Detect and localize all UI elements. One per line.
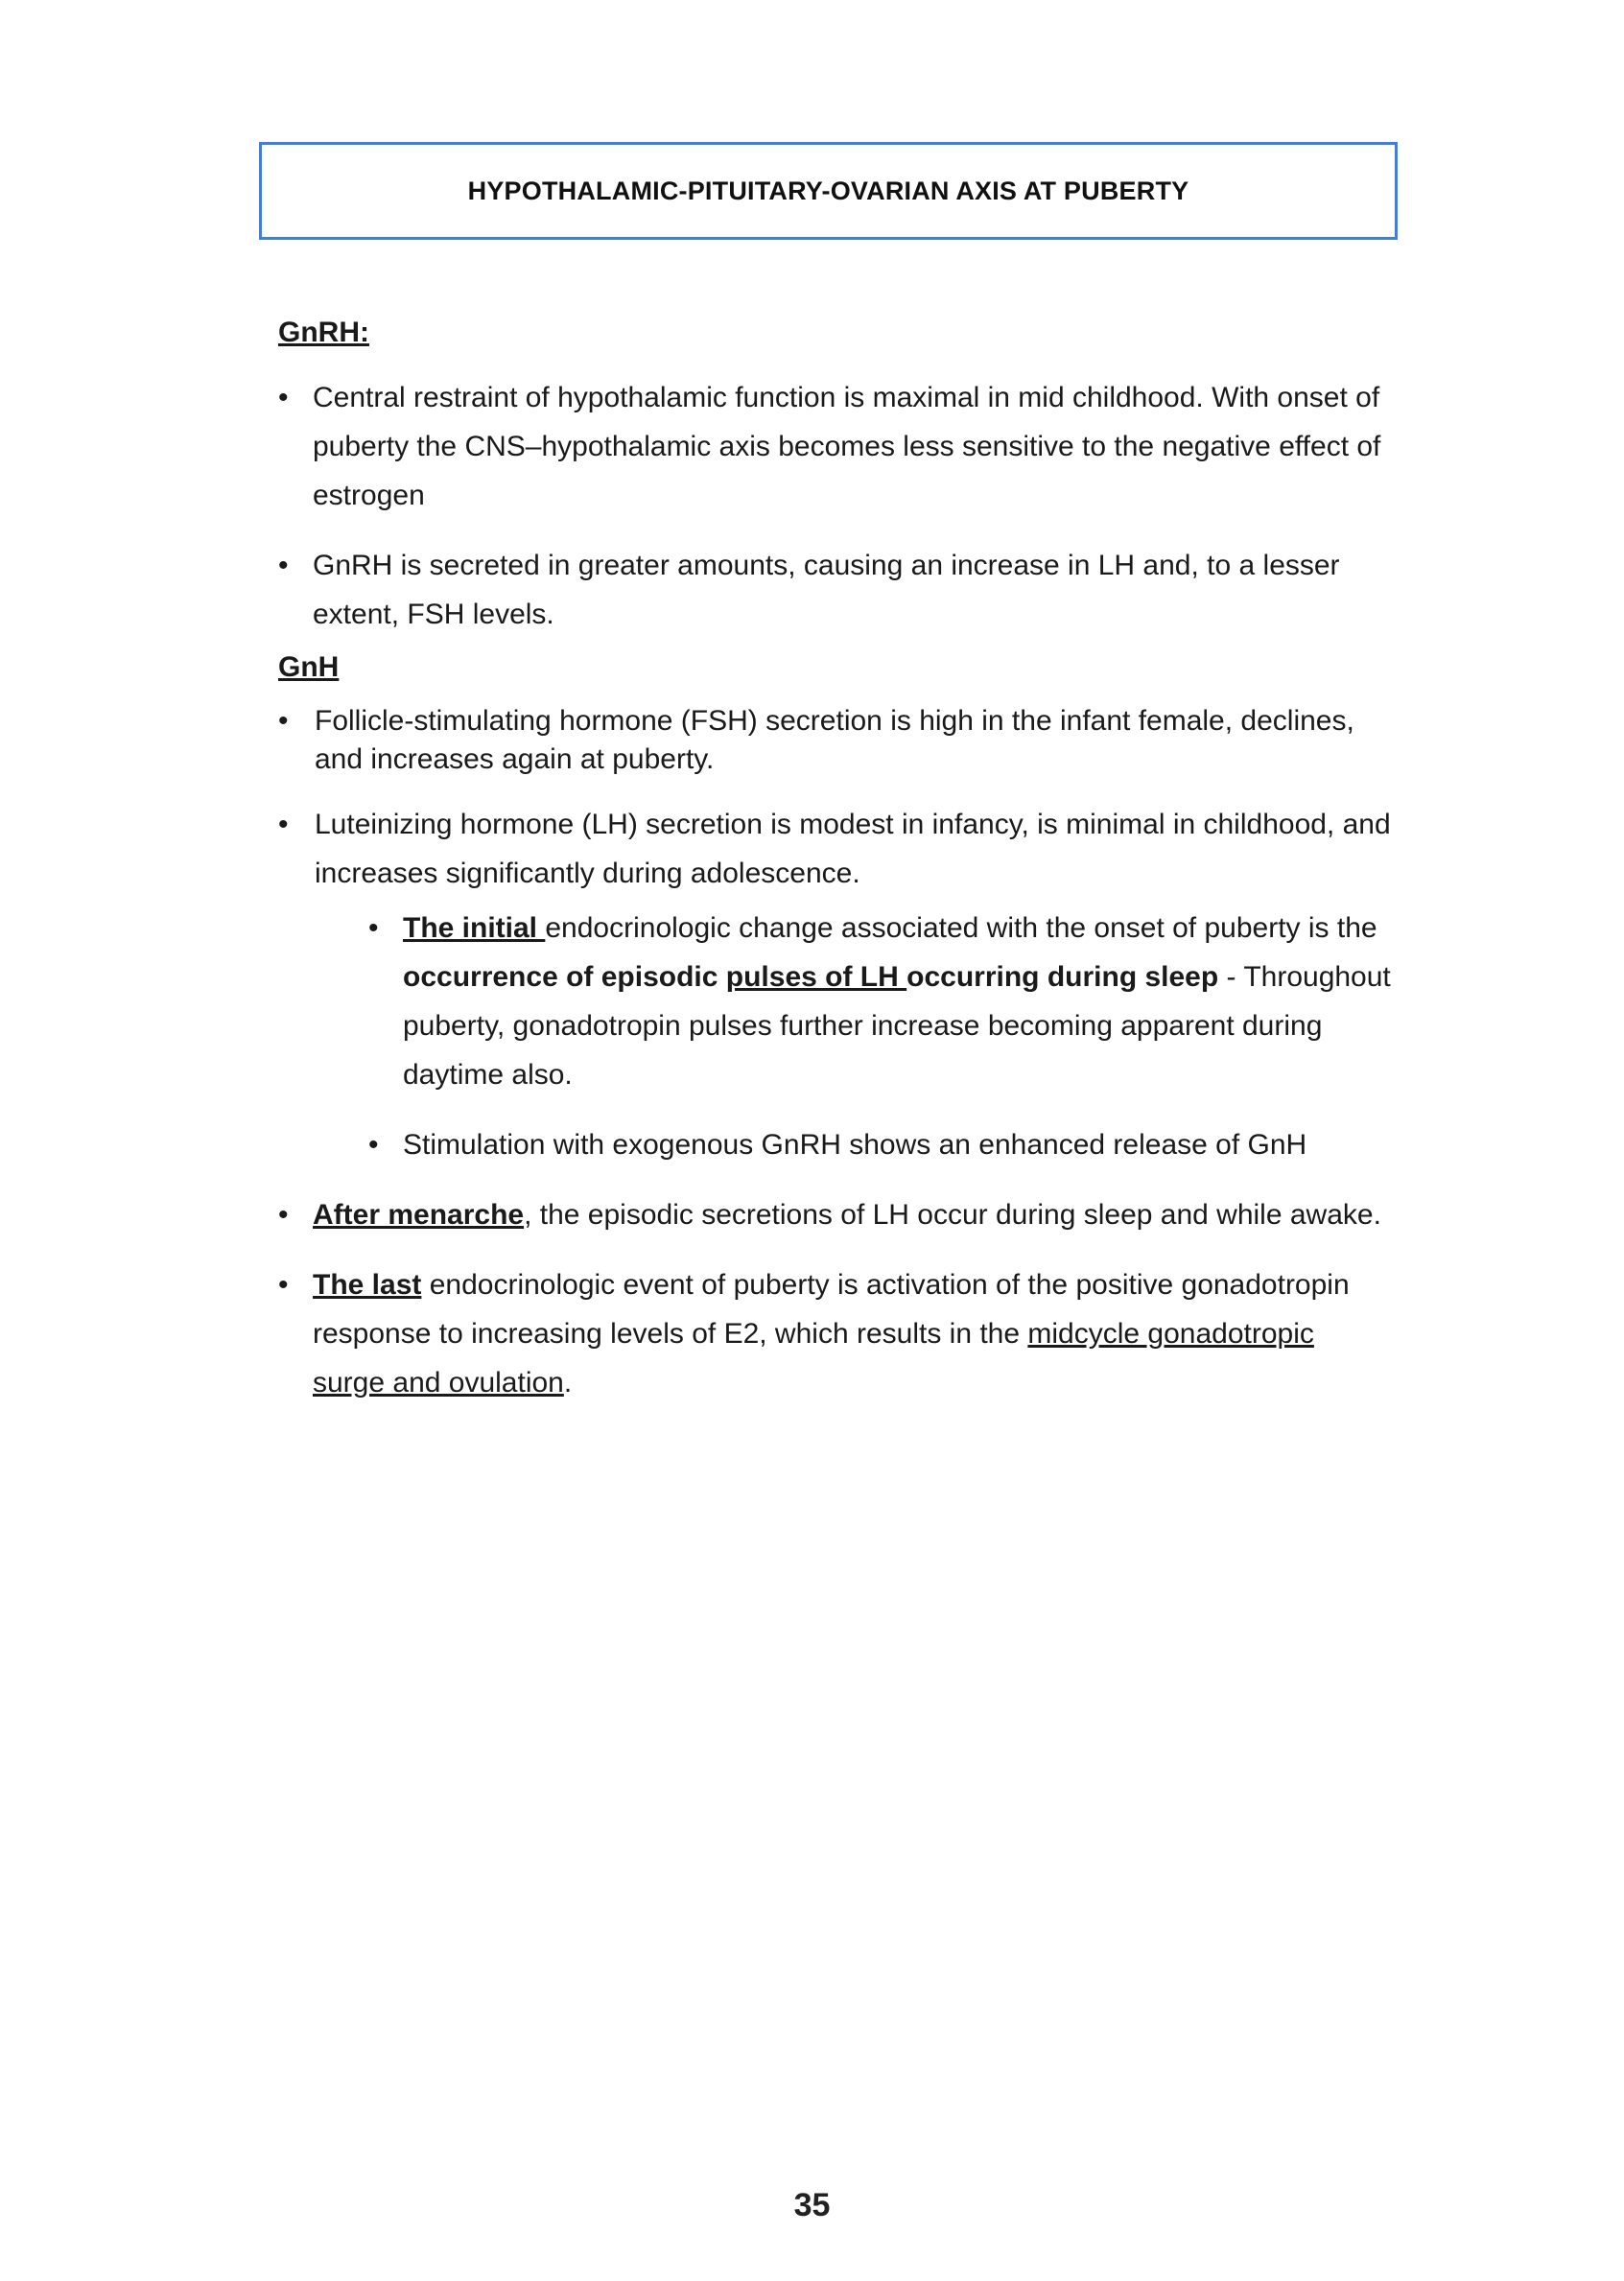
the-last: The last <box>313 1269 422 1301</box>
gnrh-bullet-2: • GnRH is secreted in greater amounts, causing an increase in LH and, to a lesser extent, FSH levels. <box>278 541 1391 639</box>
bullet-4-end: . <box>563 1367 573 1399</box>
title-box <box>259 142 1398 240</box>
gnh-sub-2: • Stimulation with exogenous GnRH shows an enhanced release of GnH <box>368 1120 1391 1169</box>
gnh-sublist <box>315 904 1391 1169</box>
sub-1-bold-b: occurring during sleep <box>906 961 1219 993</box>
bullet-4-text: endocrinologic event of puberty is activation of the positive gonadotropin response to increasing levels of E2, which results in the <box>313 1269 1350 1350</box>
content <box>278 312 1391 1407</box>
gnrh-list <box>278 373 1391 639</box>
gnh-bullet-4 <box>278 1260 1391 1407</box>
bullet-3-text: , the episodic secretions of LH occur during sleep and while awake. <box>524 1199 1381 1231</box>
gnh-list <box>278 702 1391 1407</box>
sub-1-text-b: - Throughout puberty, gonadotropin pulses further increase becoming apparent during daytime also. <box>403 961 1391 1091</box>
sub-1-text-a: endocrinologic change associated with the onset of puberty is the <box>545 912 1377 944</box>
gnh-heading: GnH <box>278 651 340 683</box>
gnh-sub-1 <box>368 904 1391 1099</box>
after-menarche: After menarche <box>313 1199 525 1231</box>
page-number: 35 <box>793 2187 831 2223</box>
sub-1-bold-a: occurrence of episodic <box>403 961 726 993</box>
the-initial: The initial <box>403 912 546 944</box>
gnh-bullet-3 <box>278 1190 1391 1239</box>
gnrh-heading: GnRH: <box>278 317 369 348</box>
midcycle-surge: midcycle gonadotropic surge and ovulation <box>313 1318 1314 1399</box>
gnh-bullet-1: • Follicle-stimulating hormone (FSH) secretion is high in the infant female, declines, and increases again at puberty. <box>278 702 1391 779</box>
gnrh-bullet-1: • Central restraint of hypothalamic function is maximal in mid childhood. With onset of puberty the CNS–hypothalamic axis becomes less sensitive to the negative effect of estrogen <box>278 373 1391 520</box>
gnh-bullet-2 <box>278 800 1391 1169</box>
gnh-bullet-2-text: Luteinizing hormone (LH) secretion is modest in infancy, is minimal in childhood, and increases significantly during adolescence. <box>315 809 1391 889</box>
pulses-of-lh: pulses of LH <box>725 961 907 993</box>
page-title: HYPOTHALAMIC-PITUITARY-OVARIAN AXIS AT PUBERTY <box>467 176 1189 205</box>
